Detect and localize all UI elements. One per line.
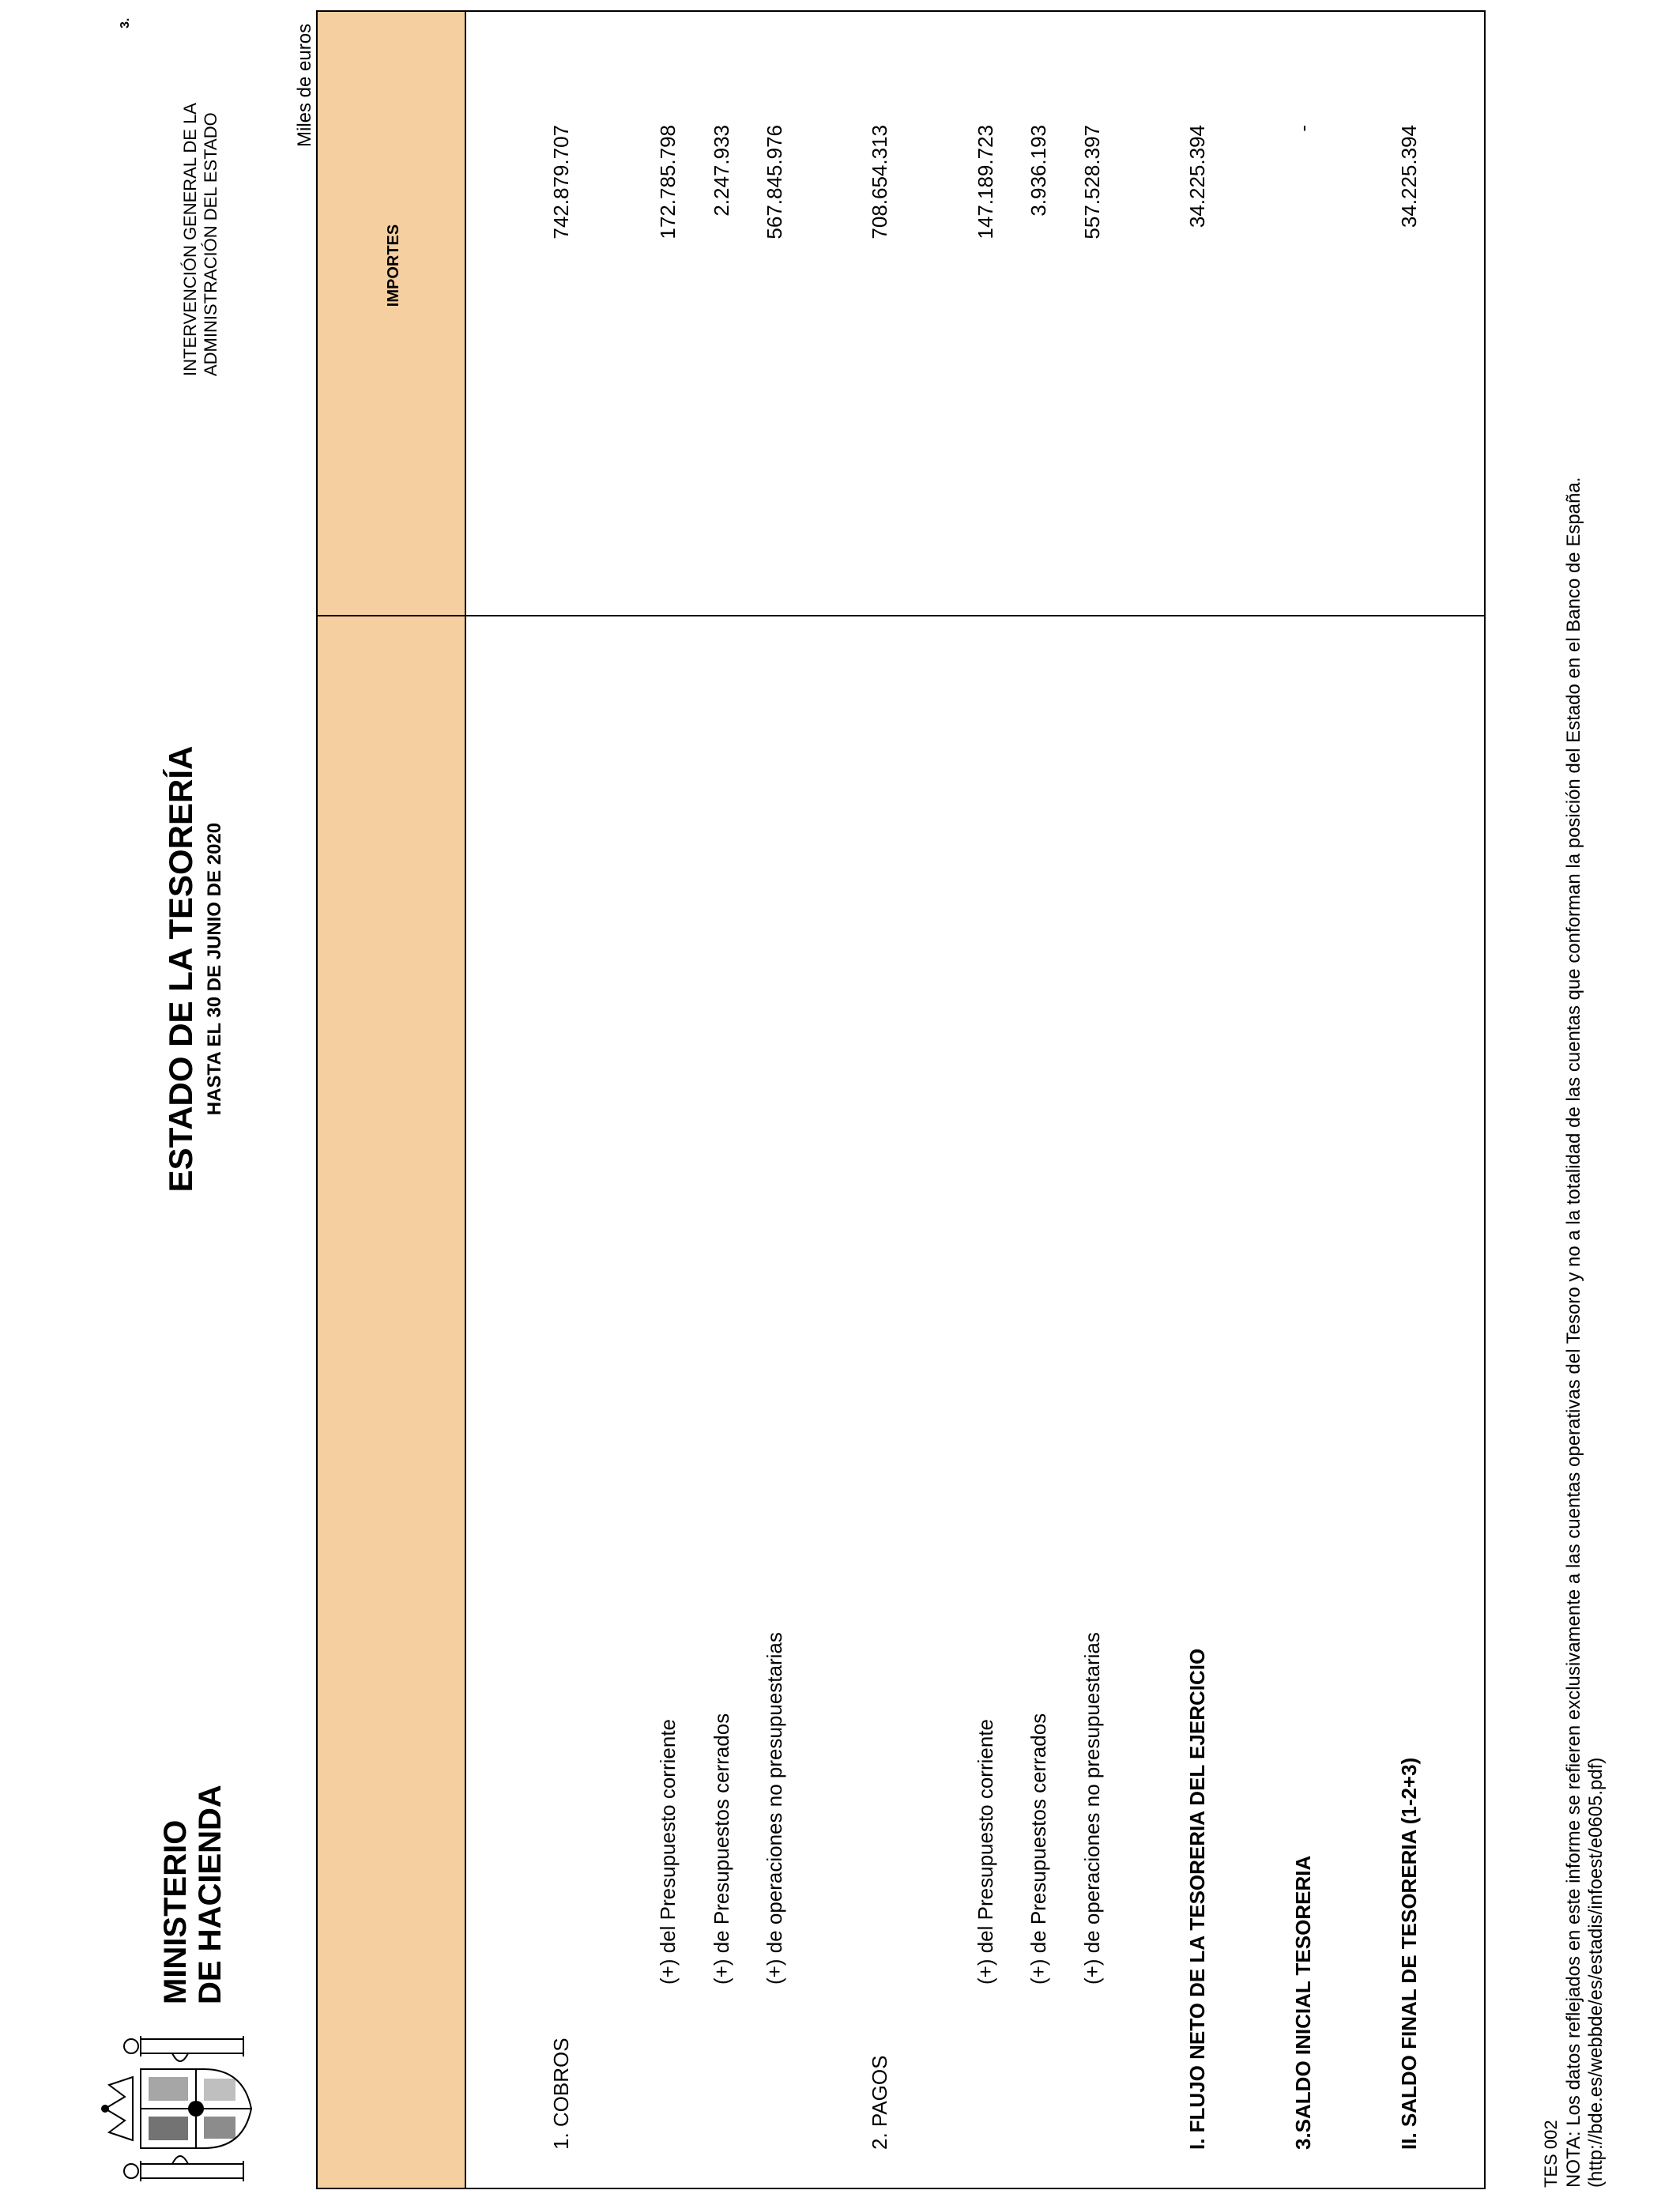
document-subtitle: HASTA EL 30 DE JUNIO DE 2020: [204, 822, 225, 1116]
row-value-cobros: 742.879.707: [549, 125, 573, 239]
row-label-pagos: 2. PAGOS: [868, 2055, 891, 2150]
ministry-title: [158, 1785, 228, 2004]
row-label-cobros-no-presupuestarias: (+) de operaciones no presupuestarias: [763, 1632, 786, 1985]
row-label-cobros-presupuesto-corriente: (+) del Presupuesto corriente: [656, 1718, 680, 1985]
row-label-saldo-final: II. SALDO FINAL DE TESORERIA (1-2+3): [1397, 1757, 1421, 2150]
row-value-pagos-presupuesto-corriente: 147.189.723: [974, 125, 997, 239]
row-label-saldo-inicial: 3.SALDO INICIAL TESORERIA: [1291, 1855, 1315, 2150]
footnote-link: (http://bde.es/webbde/es/estadis/infoest/e0605.pdf): [1585, 1757, 1607, 2188]
row-value-cobros-presupuestos-cerrados: 2.247.933: [710, 125, 733, 217]
row-value-pagos-no-presupuestarias: 557.528.397: [1080, 125, 1104, 239]
units-label: Miles de euros: [294, 23, 315, 147]
coat-of-arms-icon: [101, 2030, 259, 2188]
ministry-line-2: DE HACIENDA: [193, 1785, 228, 2004]
row-value-pagos: 708.654.313: [868, 125, 891, 239]
document-code: TES 002: [1541, 2120, 1561, 2188]
row-label-pagos-presupuestos-cerrados: (+) de Presupuestos cerrados: [1026, 1713, 1050, 1985]
agency-line-2: ADMINISTRACIÓN DEL ESTADO: [201, 112, 220, 376]
column-header-importes: IMPORTES: [385, 224, 402, 307]
row-label-pagos-presupuesto-corriente: (+) del Presupuesto corriente: [974, 1718, 997, 1985]
column-divider: [318, 615, 1484, 616]
agency-line-1: INTERVENCIÓN GENERAL DE LA: [180, 103, 200, 376]
row-label-cobros: 1. COBROS: [549, 2038, 573, 2150]
row-value-pagos-presupuestos-cerrados: 3.936.193: [1026, 125, 1050, 217]
row-label-pagos-no-presupuestarias: (+) de operaciones no presupuestarias: [1080, 1632, 1104, 1985]
page-number: 3.: [119, 17, 132, 28]
row-value-cobros-presupuesto-corriente: 172.785.798: [656, 125, 680, 239]
row-label-flujo-neto: I. FLUJO NETO DE LA TESORERIA DEL EJERCICIO: [1185, 1648, 1209, 2150]
row-value-flujo-neto: 34.225.394: [1185, 125, 1209, 228]
ministry-line-1: MINISTERIO: [158, 1819, 193, 2004]
footnote-text: NOTA: Los datos reflejados en este informe se refieren exclusivamente a las cuentas operativas del Tesoro y no a la totalidad de las cuentas que conforman la posición del Estado en el Banco de España.: [1563, 477, 1584, 2188]
row-value-saldo-inicial: -: [1291, 125, 1315, 132]
row-value-cobros-no-presupuestarias: 567.845.976: [763, 125, 786, 239]
agency-title: [180, 103, 221, 376]
row-label-cobros-presupuestos-cerrados: (+) de Presupuestos cerrados: [710, 1713, 733, 1985]
document-title: ESTADO DE LA TESORERÍA: [162, 745, 199, 1193]
row-value-saldo-final: 34.225.394: [1397, 125, 1421, 228]
